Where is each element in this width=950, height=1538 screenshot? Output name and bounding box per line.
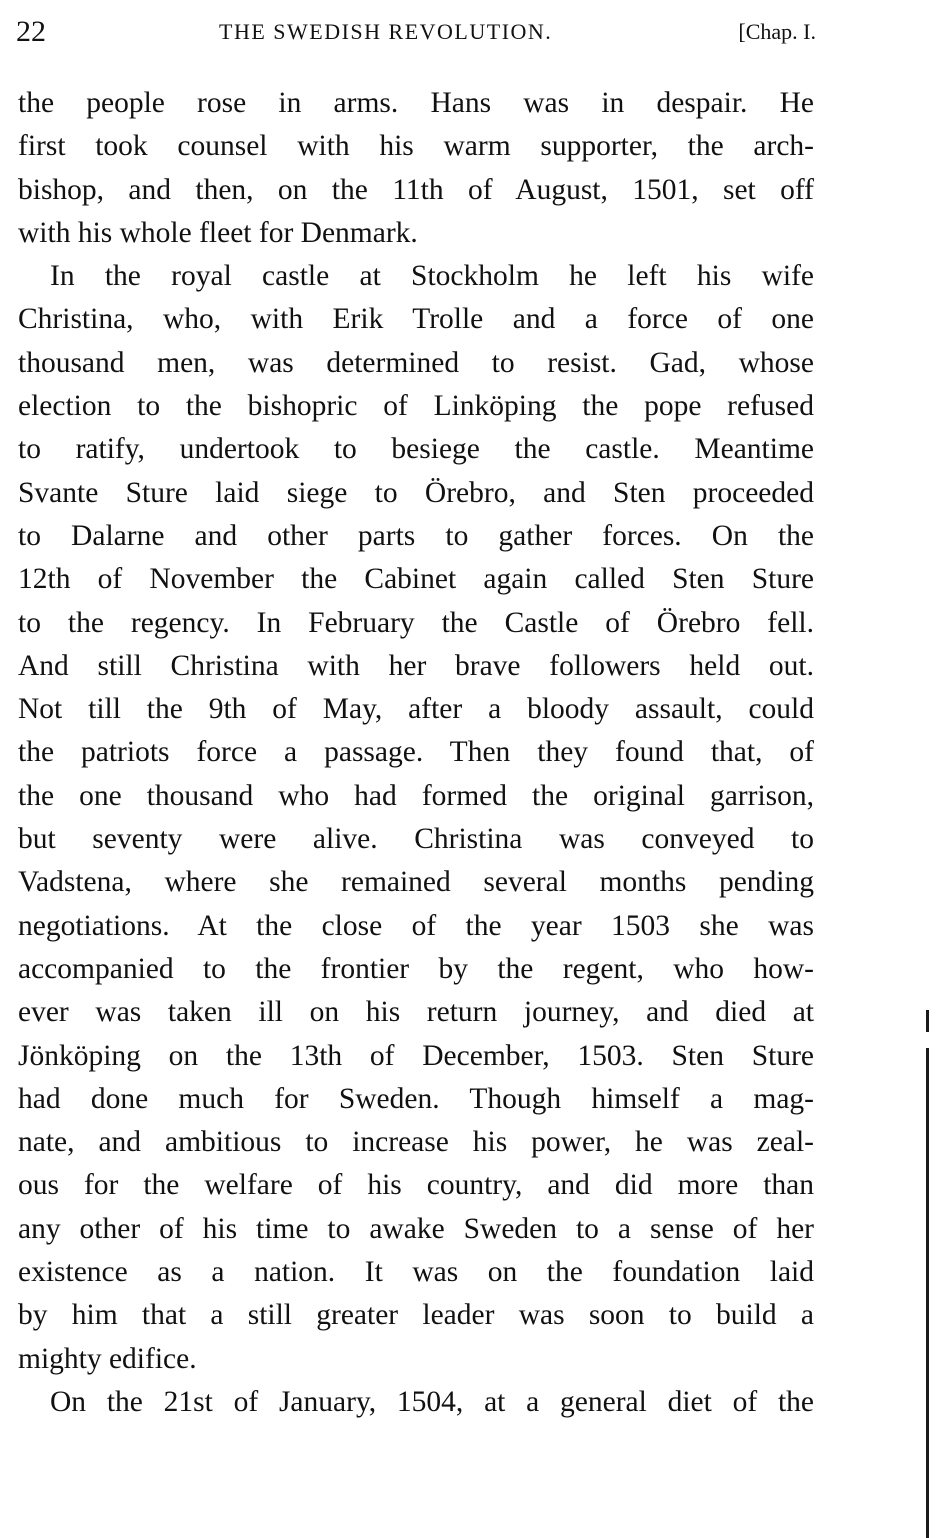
text-line: ever was taken ill on his return journey, and died at [18,996,814,1029]
text-line: with his whole fleet for Denmark. [18,216,418,249]
chapter-reference: [Chap. I. [738,19,816,44]
text-line: Jönköping on the 13th of December, 1503. Sten Sture [18,1039,814,1072]
text-line: Svante Sture laid siege to Örebro, and Sten proceeded [18,476,814,509]
scan-edge-mark [926,1010,929,1032]
text-line: In the royal castle at Stockholm he left his wife [50,260,814,293]
text-line: Christina, who, with Erik Trolle and a force of one [18,303,814,336]
text-line: first took counsel with his warm supporter, the arch- [18,130,814,163]
text-line: accompanied to the frontier by the regent, who how- [18,952,814,985]
text-line: to ratify, undertook to besiege the castle. Meantime [18,433,814,466]
text-line: nate, and ambitious to increase his power, he was zeal- [18,1126,814,1159]
scan-edge-mark [926,1048,929,1538]
text-line: to Dalarne and other parts to gather forces. On the [18,519,814,552]
text-line: Vadstena, where she remained several months pending [18,866,814,899]
page-header [16,14,816,54]
text-line: negotiations. At the close of the year 1503 she was [18,909,814,942]
running-title: THE SWEDISH REVOLUTION. [219,19,553,44]
text-line: election to the bishopric of Linköping the pope refused [18,390,814,423]
text-line: existence as a nation. It was on the foundation laid [18,1256,814,1289]
text-line: the patriots force a passage. Then they found that, of [18,736,814,769]
text-line: bishop, and then, on the 11th of August, 1501, set off [18,173,814,206]
text-line: 12th of November the Cabinet again called Sten Sture [18,563,814,596]
body-text [18,82,814,1424]
text-line: mighty edifice. [18,1342,197,1375]
page-number: 22 [16,15,46,48]
text-line: by him that a still greater leader was soon to build a [18,1299,814,1332]
text-line: And still Christina with her brave followers held out. [18,649,814,682]
text-line: any other of his time to awake Sweden to a sense of her [18,1212,814,1245]
text-line: the people rose in arms. Hans was in despair. He [18,87,814,119]
text-line: the one thousand who had formed the original garrison, [18,779,814,812]
text-line: thousand men, was determined to resist. Gad, whose [18,346,814,379]
text-line: to the regency. In February the Castle of Örebro fell. [18,606,814,639]
text-line: On the 21st of January, 1504, at a general diet of the [50,1385,814,1418]
text-line: Not till the 9th of May, after a bloody assault, could [18,693,814,726]
text-line: ous for the welfare of his country, and did more than [18,1169,814,1202]
text-line: but seventy were alive. Christina was conveyed to [18,823,814,856]
text-line: had done much for Sweden. Though himself a mag- [18,1082,814,1115]
